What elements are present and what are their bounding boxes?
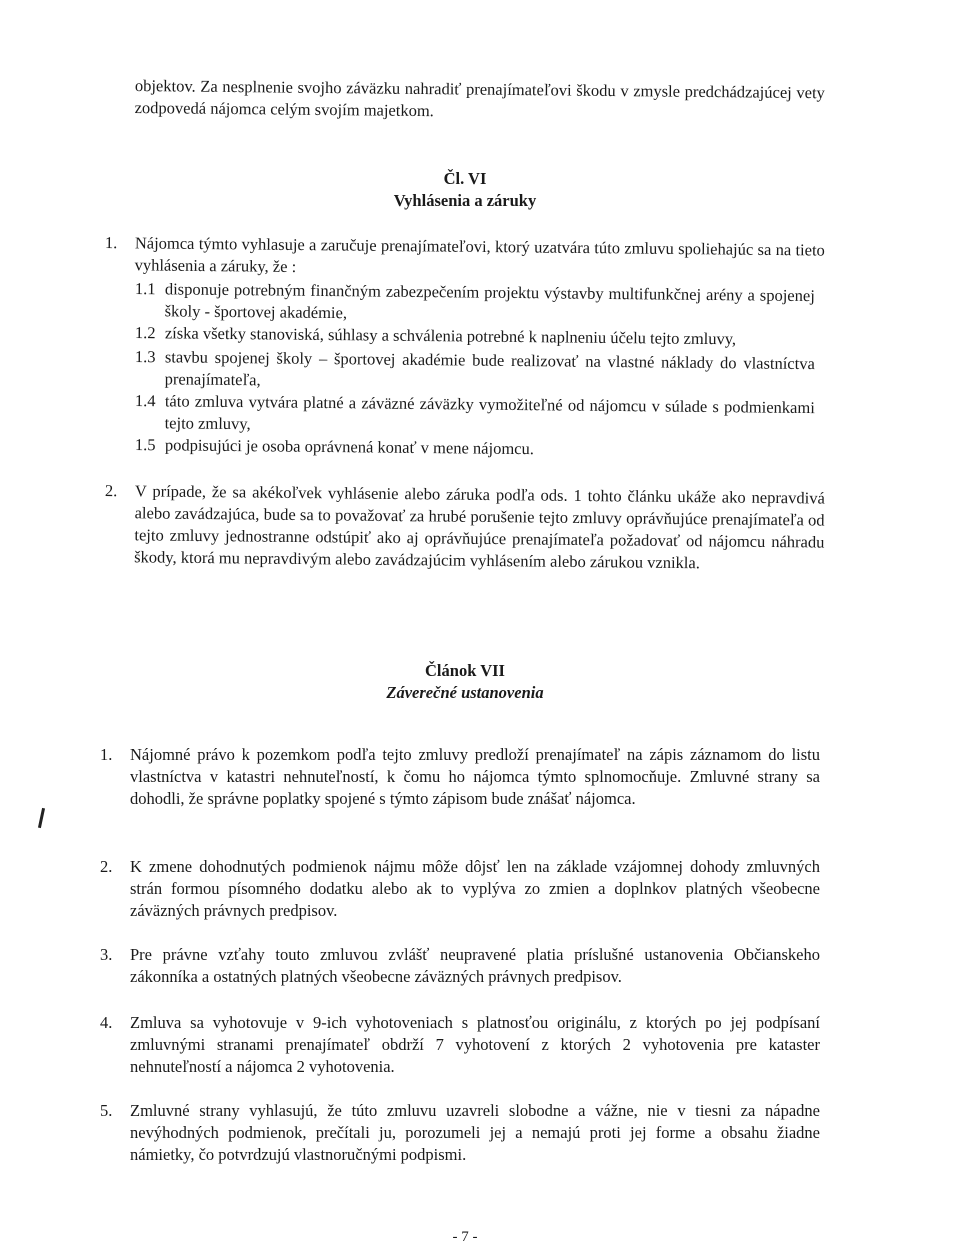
subitem-text: stavbu spojenej školy – športovej akadémie bude realizovať na vlastné náklady do vlastníctva prenajímateľa, bbox=[164, 347, 815, 390]
item-number: 1. bbox=[100, 745, 113, 764]
subitem-text: disponuje potrebným finančným zabezpečením projektu výstavby multifunkčnej arény a spojenej školy - športovej akadémie, bbox=[164, 279, 815, 323]
item-text: Zmluva sa vyhotovuje v 9-ich vyhotoveniach s platnosťou originálu, z ktorých po jej podpísaní zmluvnými stranami prenajímateľ obdrží 7 vyhotovení z ktorých 2 vyhotovenia pre kataster nehnuteľností a nájomca 2 vyhotovenia. bbox=[130, 1013, 820, 1076]
subitem-number: 1.5 bbox=[134, 434, 156, 455]
item-text: Nájomca týmto vyhlasuje a zaručuje prenajímateľovi, ktorý uzatvára túto zmluvu spoliehajúc sa na tieto vyhlásenia a záruky, že : bbox=[134, 233, 825, 277]
article-vii-number: Článok VII bbox=[425, 661, 505, 680]
subitem-number: 1.3 bbox=[134, 346, 156, 367]
item-number: 2. bbox=[104, 480, 118, 501]
article-vi-number: Čl. VI bbox=[443, 169, 487, 188]
item-number: 2. bbox=[100, 857, 113, 876]
article-vi-item-2 bbox=[104, 480, 835, 573]
subitem-text: táto zmluva vytvára platné a záväzné záväzky vymožiteľné od nájomcu v súlade s podmienkami tejto zmluvy, bbox=[164, 391, 815, 434]
item-number: 5. bbox=[100, 1101, 113, 1120]
item-number: 3. bbox=[100, 945, 113, 964]
subitem-number: 1.1 bbox=[134, 278, 156, 299]
subitem-number: 1.2 bbox=[134, 322, 156, 343]
item-text: K zmene dohodnutých podmienok nájmu môže dôjsť len na základe vzájomnej dohody zmluvných strán formou písomného dodatku alebo ak to vyplýva zo zmien a doplnkov platných všeobecne záväzných právnych predpisov. bbox=[130, 857, 820, 920]
intro-paragraph: objektov. Za nesplnenie svojho záväzku nahradiť prenajímateľovi škodu v zmysle predchádzajúcej vety zodpovedá nájomca celým svojím majetkom. bbox=[134, 75, 825, 121]
item-text: Zmluvné strany vyhlasujú, že túto zmluvu uzavreli slobodne a vážne, nie v tiesni za nápadne nevýhodných podmienok, prečítali ju, porozumeli jej a nemajú proti jej forme a obsahu žiadne námietky, čo potvrdzujú vlastnoručnými podpismi. bbox=[130, 1101, 820, 1164]
item-number: 1. bbox=[104, 232, 118, 253]
margin-pen-mark bbox=[38, 808, 45, 828]
page-number: - 7 - bbox=[452, 1229, 478, 1245]
subitem-text: získa všetky stanoviská, súhlasy a schválenia potrebné k naplneniu účelu tejto zmluvy, bbox=[164, 323, 737, 349]
subitem-number: 1.4 bbox=[134, 390, 156, 411]
article-vii-title: Záverečné ustanovenia bbox=[386, 683, 544, 702]
item-number: 4. bbox=[100, 1013, 113, 1032]
subitem-text: podpisujúci je osoba oprávnená konať v mene nájomcu. bbox=[164, 435, 535, 459]
item-text: Nájomné právo k pozemkom podľa tejto zmluvy predloží prenajímateľ na zápis záznamom do listu vlastníctva v katastri nehnuteľností, k čomu ho nájomca týmto splnomocňuje. Zmluvné strany sa dohodli, že správne poplatky spojené s týmto zápisom bude znášať nájomca. bbox=[130, 745, 820, 808]
item-text: Pre právne vzťahy touto zmluvou zvlášť neupravené platia príslušné ustanovenia Občianskeho zákonníka a ostatných platných všeobecne záväzných právnych predpisov. bbox=[130, 945, 820, 986]
article-vi-title: Vyhlásenia a záruky bbox=[393, 191, 537, 210]
item-text: V prípade, že sa akékoľvek vyhlásenie alebo záruka podľa ods. 1 tohto článku ukáže ako nepravdivá alebo zavádzajúca, bude sa to považovať za hrubé porušenie tejto zmluvy oprávňujúce prenajímateľa od tejto zmluvy jednostranne odstúpiť ako aj oprávňujúce prenajímateľa požadovať od nájomcu náhradu škody, ktorá mu nepravdivým alebo zavádzajúcim vyhlásením alebo zárukou vznikla. bbox=[134, 481, 825, 573]
article-vi-item-1 bbox=[104, 232, 835, 277]
